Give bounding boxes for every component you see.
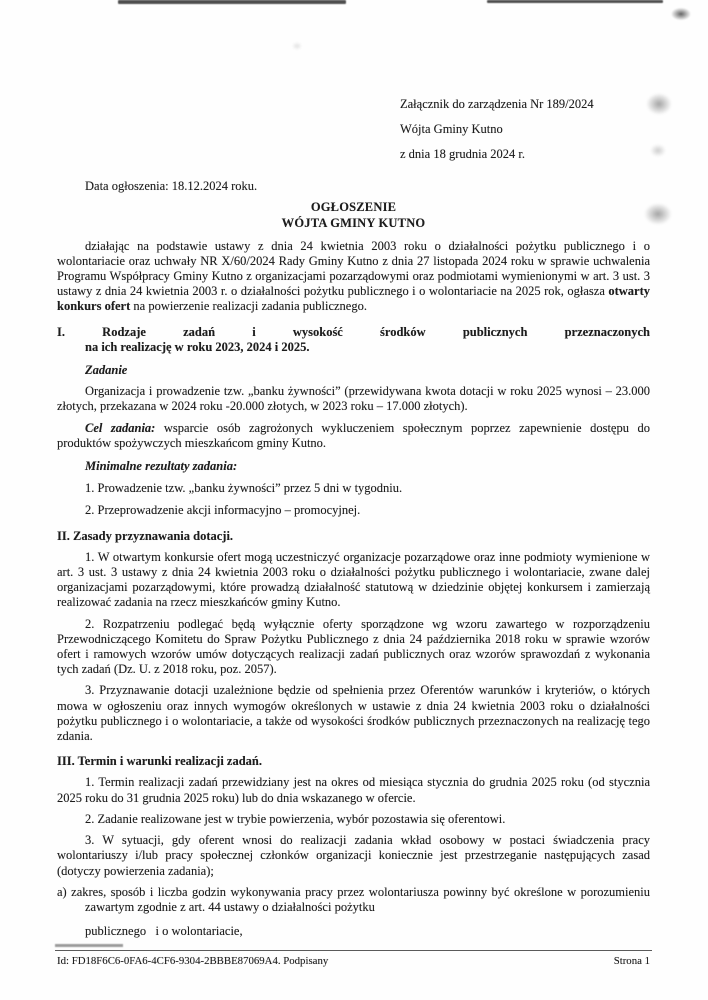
task-description: Organizacja i prowadzenie tzw. „banku żywności” (przewidywana kwota dotacji w roku 2025 wynosi – 23.000 złotych, przekazana w 2024 roku -20.000 złotych, w 2023 roku – 17.000 złotych).: [57, 384, 650, 414]
attachment-line-3: z dnia 18 grudnia 2024 r.: [400, 146, 525, 161]
section-1-heading-line-2: na ich realizację w roku 2023, 2024 i 2025.: [85, 339, 310, 354]
footer-left-mark: [55, 944, 123, 947]
intro-text-post: na powierzenie realizacji zadania publicznego.: [130, 299, 367, 314]
document-id: Id: FD18F6C6-0FA6-4CF6-9304-2BBBE87069A4. Podpisany: [57, 955, 329, 967]
intro-paragraph: [57, 239, 650, 315]
section-3-heading: III. Termin i warunki realizacji zadań.: [57, 754, 262, 769]
section-3-paragraph-2: 2. Zadanie realizowane jest w trybie powierzenia, wybór pozostawia się oferentowi.: [85, 811, 506, 826]
attachment-line-2: Wójta Gminy Kutno: [400, 121, 503, 136]
section-2-paragraph-2: 2. Rozpatrzeniu podlegać będą wyłącznie oferty sporządzone wg wzoru zawartego w rozporządzeniu Przewodniczącego Komitetu do Spraw Pożytku Publicznego z dnia 24 października 2018 roku w sprawie wzorów ofert i ramowych wzorów umów dotyczących realizacji zadań publicznych oraz wzorów sprawozdań z wykonania tych zadań (Dz. U. z 2018 roku, poz. 2057).: [57, 616, 650, 677]
section-1-heading-line-1: I. Rodzaje zadań i wysokość środków publicznych przeznaczonych: [57, 324, 650, 339]
page-number: Strona 1: [613, 955, 650, 967]
publication-date: Data ogłoszenia: 18.12.2024 roku.: [85, 179, 258, 194]
intro-text-bold: otwarty konkurs ofert: [57, 284, 650, 314]
intro-text-pre: działając na podstawie ustawy z dnia 24 kwietnia 2003 roku o działalności pożytku publicznego i o wolontariacie oraz uchwały NR X/60/2024 Rady Gminy Kutno z dnia 27 listopada 2024 roku w sprawie uchwalenia Programu Współpracy Gminy Kutno z organizacjami pozarządowymi oraz podmiotami wymienionymi w art. 3 ust. 3 ustawy z dnia 24 kwietnia 2003 r. o działalności pożytku publicznego i o wolontariacie na 2025 rok, ogłasza: [57, 238, 650, 299]
task-label: Zadanie: [85, 363, 128, 378]
attachment-reference: [400, 0, 650, 166]
footer-rule: [55, 950, 652, 951]
result-item-1: 1. Prowadzenie tzw. „banku żywności” przez 5 dni w tygodniu.: [85, 481, 403, 496]
section-3-item-a-continuation: publicznego i o wolontariacie,: [85, 924, 243, 939]
section-3-paragraph-1: 1. Termin realizacji zadań przewidziany jest na okres od miesiąca stycznia do grudnia 2025 roku (od stycznia 2025 roku do 31 grudnia 2025 roku) lub do dnia wskazanego w ofercie.: [57, 775, 650, 805]
goal-text: wsparcie osób zagrożonych wykluczeniem społecznym poprzez zapewnienie dostępu do produktów spożywczych mieszkańcom gminy Kutno.: [57, 420, 651, 450]
result-item-2: 2. Przeprowadzenie akcji informacyjno – promocyjnej.: [85, 503, 361, 518]
results-label: Minimalne rezultaty zadania:: [85, 459, 238, 474]
section-2-paragraph-1: 1. W otwartym konkursie ofert mogą uczestniczyć organizacje pozarządowe oraz inne podmioty wymienione w art. 3 ust. 3 ustawy z dnia 24 kwietnia 2003 roku o działalności pożytku publicznego i wolontariacie, zwane dalej organizacjami pozarządowymi, które prowadzą działalność statutową w dziedzinie objętej konkursem i zamierzają realizować zadania na rzecz mieszkańców gminy Kutno.: [57, 549, 650, 610]
title-line-2: WÓJTA GMINY KUTNO: [281, 215, 426, 230]
section-1-heading: [57, 325, 650, 355]
announcement-title: [57, 199, 650, 231]
scan-artifact-scribble: [670, 7, 692, 21]
section-2-paragraph-3: 3. Przyznawanie dotacji uzależnione będzie od spełnienia przez Oferentów warunków i kryteriów, o których mowa w ogłoszeniu oraz innych wymogów określonych w ustawie z dnia 24 kwietnia 2003 roku o działalności pożytku publicznego i o wolontariacie, a także od wysokości środków publicznych przeznaczonych na realizację tego zdania.: [57, 683, 650, 744]
section-3-item-a: a) zakres, sposób i liczba godzin wykonywania pracy przez wolontariusza powinny być określone w porozumieniu zawartym zgodnie z art. 44 ustawy o działalności pożytku: [57, 884, 650, 914]
attachment-line-1: Załącznik do zarządzenia Nr 189/2024: [400, 97, 594, 111]
section-3-paragraph-3: 3. W sytuacji, gdy oferent wnosi do realizacji zadania wkład osobowy w postaci świadczenia pracy wolontariuszy i/lub pracy społecznej członków organizacji koniecznie jest przestrzeganie następujących zasad (dotyczy powierzenia zadania);: [57, 833, 650, 878]
section-2-heading: II. Zasady przyznawania dotacji.: [57, 528, 234, 543]
scan-artifact-smudge-2: [650, 144, 666, 157]
goal-paragraph: [57, 421, 650, 451]
title-line-1: OGŁOSZENIE: [310, 199, 397, 214]
goal-label: Cel zadania:: [85, 420, 156, 435]
